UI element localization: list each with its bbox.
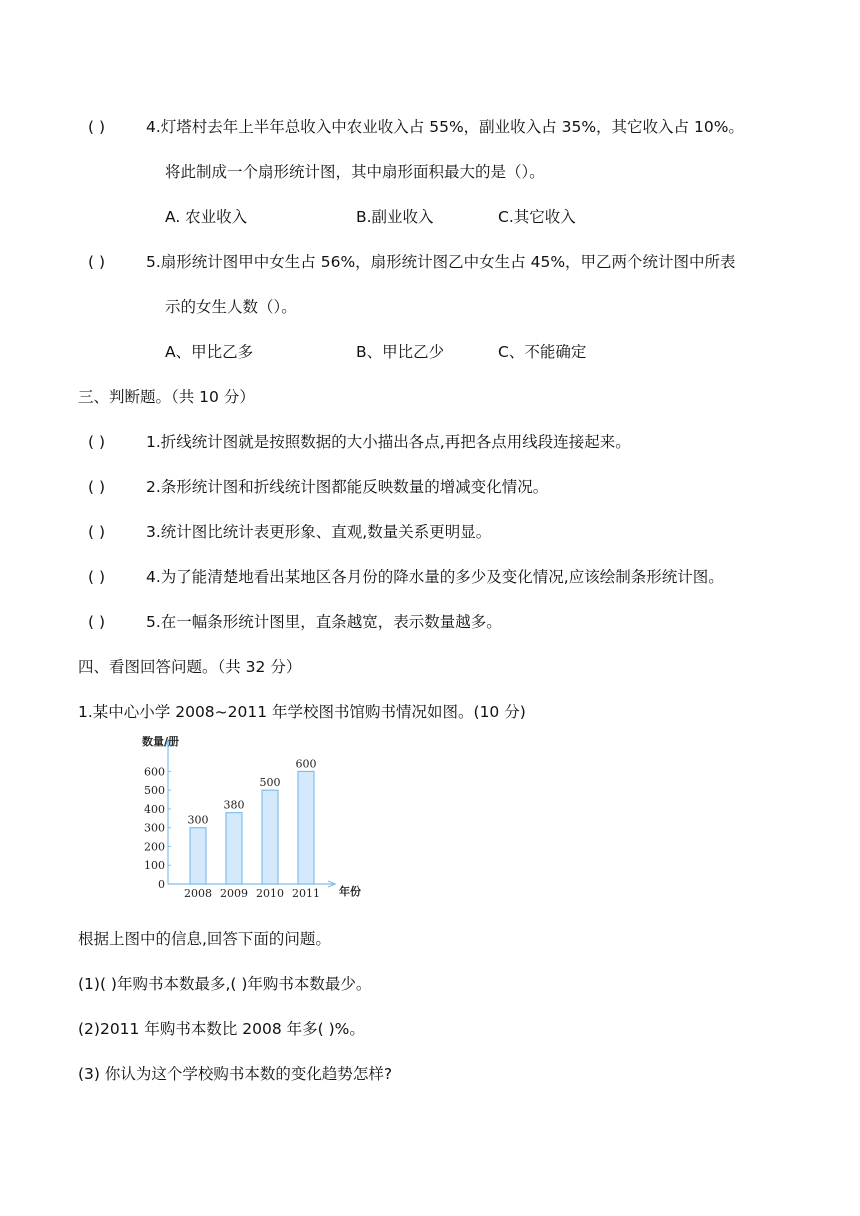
- y-tick-label: 600: [144, 765, 165, 779]
- q5-answer-paren[interactable]: ( ): [88, 253, 106, 271]
- data-label-2008: 300: [187, 813, 209, 827]
- judge-4-answer-paren[interactable]: ( ): [88, 568, 106, 586]
- bar-2011: [298, 771, 314, 884]
- judge-3-text: 3.统计图比统计表更形象、直观,数量关系更明显。: [146, 523, 492, 541]
- q4-option-c: C.其它收入: [498, 208, 576, 226]
- judge-item-3: [88, 521, 491, 543]
- y-tick-label: 300: [144, 821, 165, 835]
- section4-heading: 四、看图回答问题。（共 32 分）: [78, 658, 302, 676]
- judge-item-2: [88, 476, 548, 498]
- y-tick-label: 100: [144, 859, 165, 873]
- y-tick-label: 0: [158, 878, 165, 891]
- x-tick-label-2008: 2008: [184, 887, 212, 900]
- x-tick-label-2011: 2011: [292, 887, 320, 900]
- chart-question-prompt: 根据上图中的信息,回答下面的问题。: [78, 930, 331, 948]
- q5-option-b: B、甲比乙少: [356, 343, 445, 361]
- judge-2-answer-paren[interactable]: ( ): [88, 478, 106, 496]
- x-tick-label-2009: 2009: [220, 887, 248, 900]
- judge-4-text: 4.为了能清楚地看出某地区各月份的降水量的多少及变化情况,应该绘制条形统计图。: [146, 568, 724, 586]
- y-axis-label: 数量/册: [142, 736, 180, 748]
- q4-line1: [88, 116, 744, 138]
- judge-item-1: [88, 431, 631, 453]
- q5-option-c: C、不能确定: [498, 343, 587, 361]
- data-label-2010: 500: [259, 776, 281, 790]
- q5-text: 5.扇形统计图甲中女生占 56%，扇形统计图乙中女生占 45%，甲乙两个统计图中所表: [146, 253, 736, 271]
- q5-option-a: A、甲比乙多: [165, 343, 254, 361]
- bar-2009: [226, 813, 242, 884]
- judge-item-4: [88, 566, 724, 588]
- judge-2-text: 2.条形统计图和折线统计图都能反映数量的增减变化情况。: [146, 478, 549, 496]
- y-tick-label: 400: [144, 802, 165, 816]
- judge-item-5: [88, 611, 502, 633]
- q4-text: 4.灯塔村去年上半年总收入中农业收入占 55%，副业收入占 35%，其它收入占 10%。: [146, 118, 744, 136]
- q4-answer-paren[interactable]: ( ): [88, 118, 106, 136]
- x-axis-label: 年份: [339, 885, 361, 898]
- judge-1-answer-paren[interactable]: ( ): [88, 433, 106, 451]
- book-purchase-bar-chart: [136, 736, 366, 904]
- bar-2010: [262, 790, 278, 884]
- q4-option-a: A. 农业收入: [165, 208, 248, 226]
- x-tick-label-2010: 2010: [256, 887, 284, 900]
- sub-question-2: (2)2011 年购书本数比 2008 年多( )%。: [78, 1020, 365, 1038]
- data-label-2011: 600: [295, 757, 317, 771]
- judge-5-answer-paren[interactable]: ( ): [88, 613, 106, 631]
- judge-1-text: 1.折线统计图就是按照数据的大小描出各点,再把各点用线段连接起来。: [146, 433, 631, 451]
- judge-3-answer-paren[interactable]: ( ): [88, 523, 106, 541]
- q4-option-b: B.副业收入: [356, 208, 434, 226]
- data-label-2009: 380: [223, 798, 245, 812]
- y-tick-label: 200: [144, 840, 165, 854]
- judge-5-text: 5.在一幅条形统计图里，直条越宽，表示数量越多。: [146, 613, 502, 631]
- sub-question-3: (3) 你认为这个学校购书本数的变化趋势怎样?: [78, 1065, 393, 1083]
- section3-heading: 三、判断题。（共 10 分）: [78, 388, 255, 406]
- q4-line2: 将此制成一个扇形统计图，其中扇形面积最大的是（）。: [165, 163, 545, 181]
- bar-2008: [190, 828, 206, 884]
- q5-line1: [88, 251, 736, 273]
- question-1-intro: 1.某中心小学 2008~2011 年学校图书馆购书情况如图。(10 分): [78, 703, 526, 721]
- q5-line2: 示的女生人数（）。: [165, 298, 297, 316]
- y-tick-label: 500: [144, 784, 165, 798]
- sub-question-1: (1)( )年购书本数最多,( )年购书本数最少。: [78, 975, 372, 993]
